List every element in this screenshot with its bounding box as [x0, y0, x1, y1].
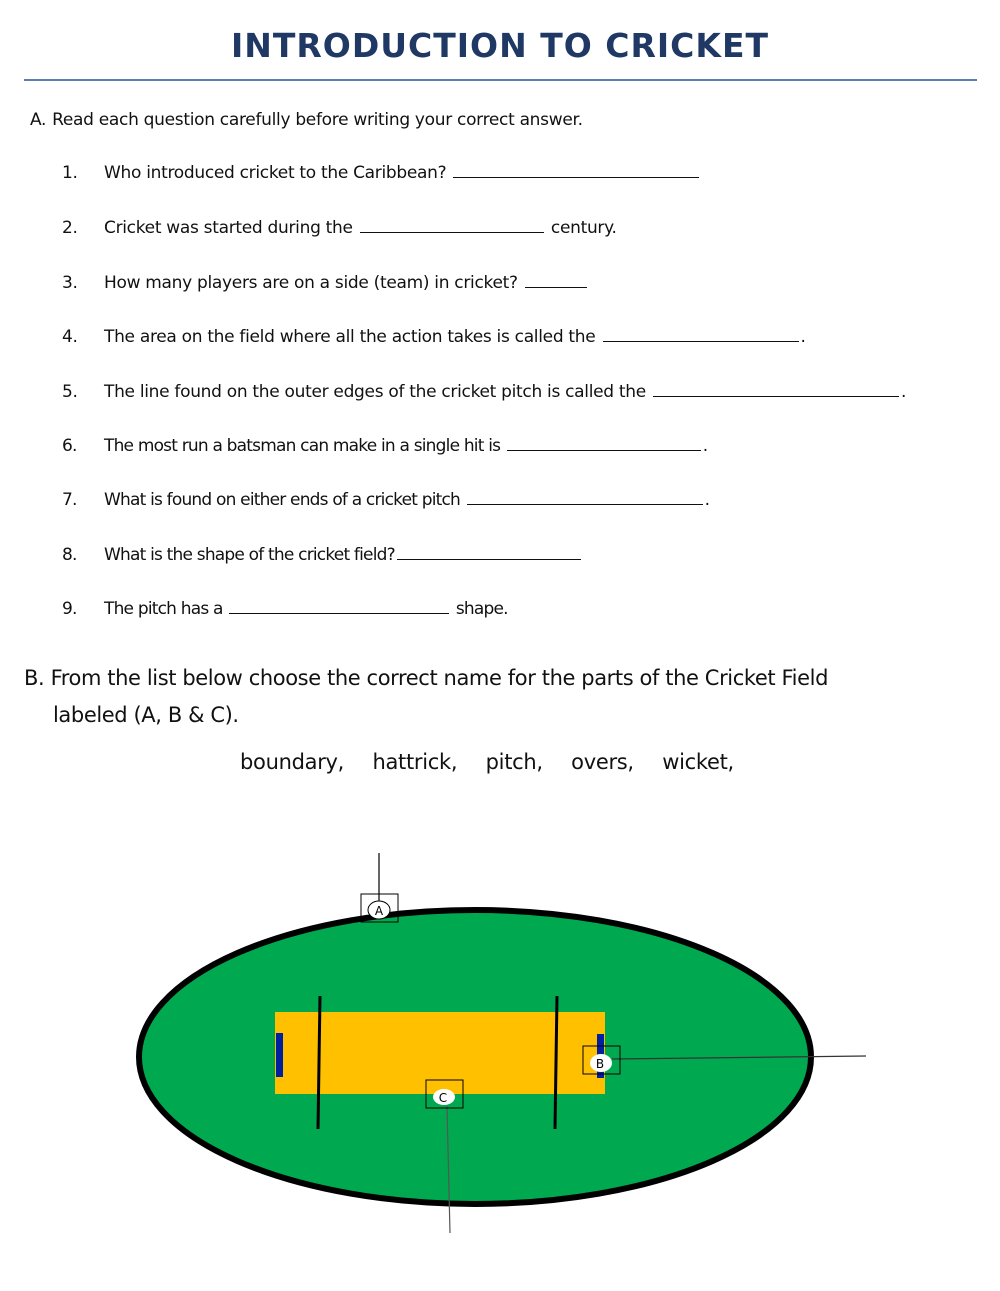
question-text: The most run a batsman can make in a single hit is — [104, 436, 501, 456]
question-4 — [62, 327, 806, 347]
question-number: 2. — [62, 218, 78, 238]
answer-blank-5[interactable] — [653, 395, 899, 397]
answer-blank-4[interactable] — [603, 340, 799, 342]
word-hattrick: hattrick, — [372, 750, 458, 774]
section-a-text: Read each question carefully before writing your correct answer. — [52, 110, 583, 130]
question-text-after: century. — [550, 218, 617, 238]
section-b-letter: B. — [24, 666, 45, 690]
section-b-text: From the list below choose the correct name for the parts of the Cricket Field — [50, 666, 829, 690]
section-b-instruction — [24, 660, 924, 734]
section-b-line2: labeled (A, B & C). — [53, 703, 239, 727]
word-overs: overs, — [571, 750, 634, 774]
question-text: Cricket was started during the — [104, 218, 353, 238]
label-b: B — [595, 1057, 605, 1071]
answer-blank-1[interactable] — [453, 176, 699, 178]
question-text: What is the shape of the cricket field? — [104, 545, 395, 565]
question-text-after: . — [702, 436, 708, 456]
answer-blank-8[interactable] — [397, 558, 581, 560]
question-1 — [62, 163, 701, 183]
question-text: The line found on the outer edges of the cricket pitch is called the — [104, 382, 646, 402]
word-bank — [240, 750, 756, 774]
question-text-after: . — [704, 490, 710, 510]
section-a-instruction — [30, 110, 583, 130]
question-9 — [62, 599, 508, 619]
section-b-line1 — [24, 660, 924, 697]
question-text: The pitch has a — [104, 599, 223, 619]
question-text: The area on the field where all the action takes is called the — [104, 327, 596, 347]
question-8 — [62, 545, 583, 565]
question-text-after: . — [800, 327, 806, 347]
question-text-after: shape. — [455, 599, 508, 619]
section-a-letter: A. — [30, 110, 47, 130]
question-text-after: . — [901, 382, 907, 402]
word-wicket: wicket, — [662, 750, 734, 774]
question-text: Who introduced cricket to the Caribbean? — [104, 163, 447, 183]
question-3 — [62, 273, 589, 293]
crease-right — [555, 996, 557, 1129]
answer-blank-6[interactable] — [507, 449, 701, 451]
question-2 — [62, 218, 617, 238]
question-number: 8. — [62, 545, 77, 565]
question-6 — [62, 436, 707, 456]
answer-blank-3[interactable] — [525, 286, 587, 288]
question-number: 3. — [62, 273, 78, 293]
question-5 — [62, 382, 906, 402]
question-number: 6. — [62, 436, 77, 456]
question-number: 9. — [62, 599, 77, 619]
word-boundary: boundary, — [240, 750, 345, 774]
answer-blank-9[interactable] — [229, 612, 449, 614]
title-divider — [24, 79, 977, 81]
question-7 — [62, 490, 709, 510]
question-number: 4. — [62, 327, 78, 347]
answer-blank-7[interactable] — [467, 503, 703, 505]
crease-left — [318, 996, 320, 1129]
question-number: 7. — [62, 490, 77, 510]
question-number: 1. — [62, 163, 78, 183]
question-number: 5. — [62, 382, 78, 402]
wicket-left — [276, 1033, 283, 1077]
question-text: How many players are on a side (team) in cricket? — [104, 273, 518, 293]
page-title: INTRODUCTION TO CRICKET — [230, 26, 770, 65]
cricket-field-diagram — [0, 840, 1000, 1260]
question-text: What is found on either ends of a cricket pitch — [104, 490, 461, 510]
answer-blank-2[interactable] — [360, 231, 544, 233]
word-pitch: pitch, — [485, 750, 543, 774]
label-a: A — [374, 904, 384, 918]
label-c: C — [438, 1091, 448, 1105]
